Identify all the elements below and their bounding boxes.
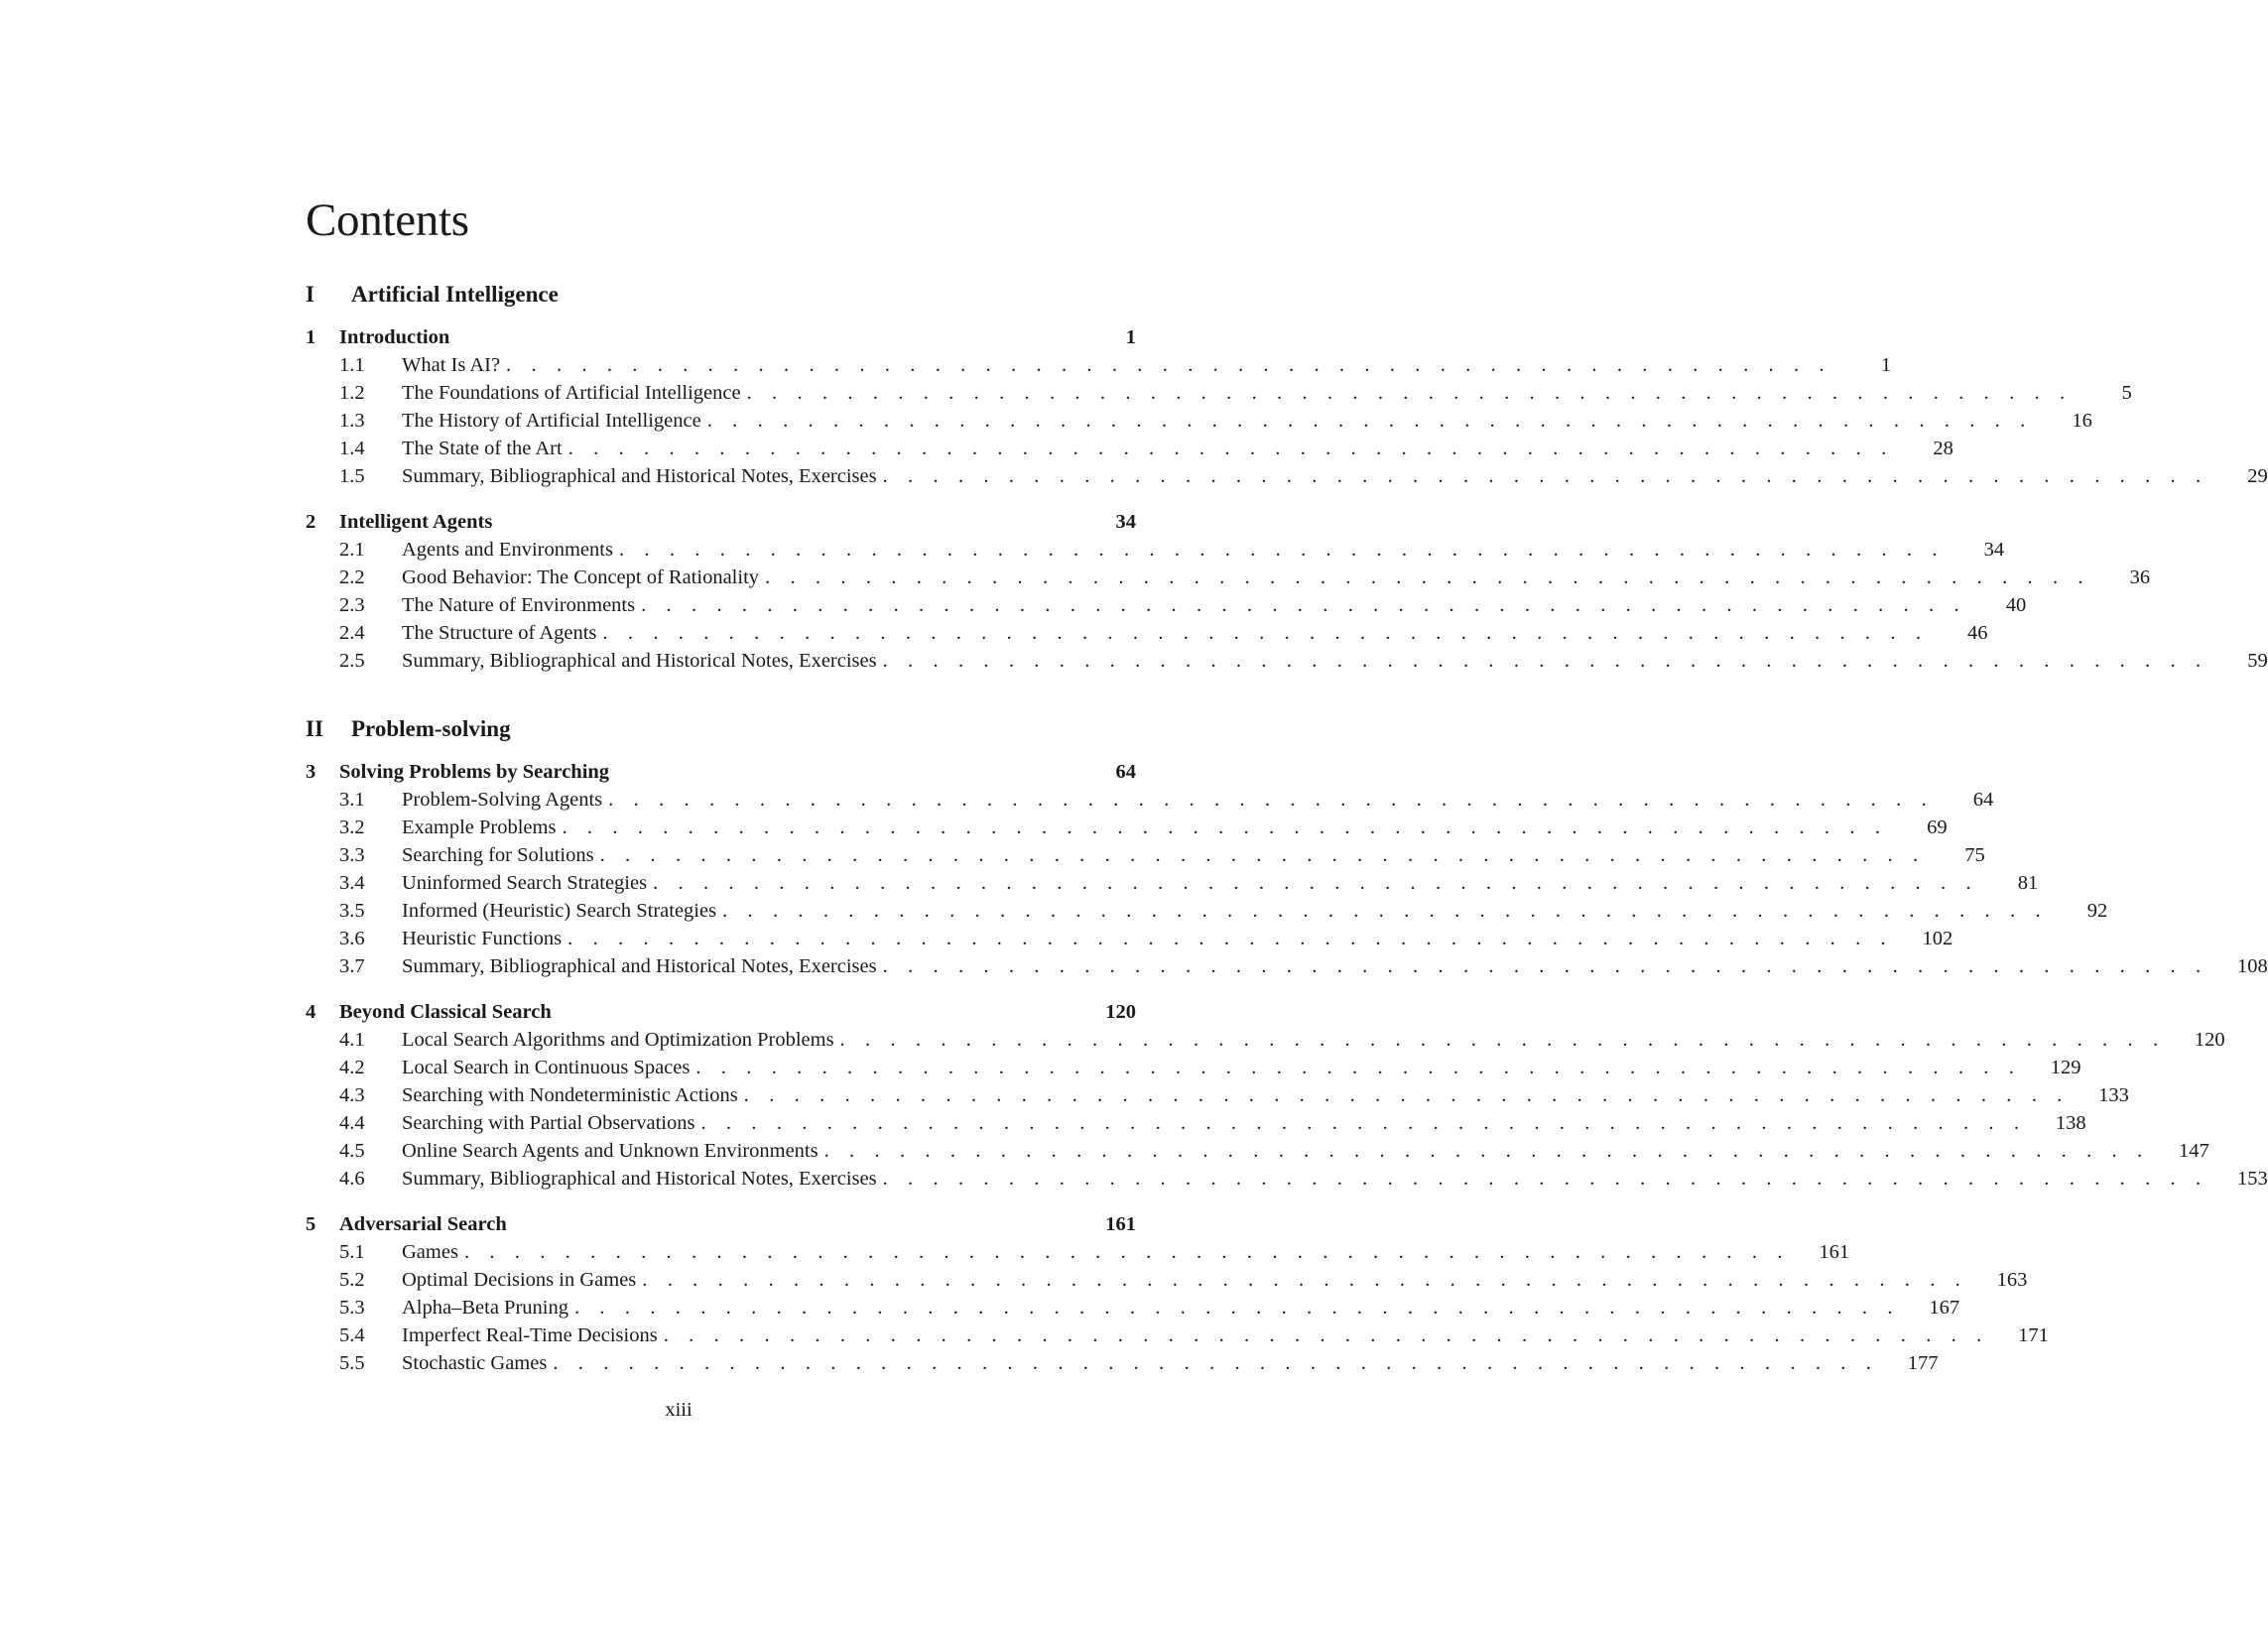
section-page-number: 92 xyxy=(2086,900,2108,922)
section-page-number: 102 xyxy=(1922,928,1953,949)
section-page-number: 108 xyxy=(2236,955,2268,977)
toc-section-entry[interactable] xyxy=(306,536,2005,564)
section-page-number: 129 xyxy=(2050,1057,2081,1078)
toc-part-heading xyxy=(306,708,1136,750)
dot-leader: . . . . . . . . . . . . . . . . . . . . . . . . . . . . . . . . . . . . . . . . . . . . . . . . . . . . . xyxy=(562,817,1888,838)
section-title: Imperfect Real-Time Decisions xyxy=(402,1322,664,1349)
section-title: Searching with Nondeterministic Actions xyxy=(402,1081,744,1109)
section-number: 4.5 xyxy=(339,1140,365,1162)
toc-section-entry[interactable] xyxy=(306,647,2268,675)
section-title: Agents and Environments xyxy=(402,536,619,564)
toc-section-entry[interactable] xyxy=(306,1026,2225,1054)
toc-section-entry[interactable] xyxy=(306,379,2132,407)
section-title: Summary, Bibliographical and Historical Notes, Exercises xyxy=(402,647,883,675)
dot-leader: . . . . . . . . . . . . . . . . . . . . . . . . . . . . . . . . . . . . . . . . . . . . . . . . . . . . . xyxy=(823,1140,2150,1162)
section-title: The Foundations of Artificial Intelligence xyxy=(402,379,747,407)
section-title: Good Behavior: The Concept of Rationality xyxy=(402,564,765,591)
toc-chapter xyxy=(306,508,2268,675)
section-title: Problem-Solving Agents xyxy=(402,786,608,814)
section-number: 1.4 xyxy=(339,438,365,459)
toc-section-entry[interactable] xyxy=(306,1349,1939,1377)
toc-section-entry[interactable] xyxy=(306,897,2108,925)
toc-section-entry[interactable] xyxy=(306,1137,2209,1165)
section-title: The State of the Art xyxy=(402,435,568,462)
section-title: Example Problems xyxy=(402,814,562,841)
section-title: The Structure of Agents xyxy=(402,619,602,647)
section-number: 3.7 xyxy=(339,955,365,977)
toc-section-entry[interactable] xyxy=(306,1294,1960,1322)
section-page-number: 81 xyxy=(2017,872,2039,894)
dot-leader: . . . . . . . . . . . . . . . . . . . . . . . . . . . . . . . . . . . . . . . . . . . . . . . . . . . . . xyxy=(663,1324,1989,1346)
section-number: 2.3 xyxy=(339,594,365,616)
section-title: Searching with Partial Observations xyxy=(402,1109,700,1137)
section-page-number: 46 xyxy=(1967,622,1988,644)
section-number: 3.5 xyxy=(339,900,365,922)
toc-section-entry[interactable] xyxy=(306,786,1994,814)
toc-section-entry[interactable] xyxy=(306,619,1988,647)
section-title: Heuristic Functions xyxy=(402,925,567,952)
toc-chapter-entry[interactable] xyxy=(306,998,1136,1026)
dot-leader: . . . . . . . . . . . . . . . . . . . . . . . . . . . . . . . . . . . . . . . . . . . . . . . . . . . . . xyxy=(608,789,1935,811)
section-title: What Is AI? xyxy=(402,351,506,379)
toc-section-entry[interactable] xyxy=(306,351,1892,379)
section-number: 3.1 xyxy=(339,789,365,811)
toc-section-entry[interactable] xyxy=(306,564,2151,591)
dot-leader: . . . . . . . . . . . . . . . . . . . . . . . . . . . . . . . . . . . . . . . . . . . . . . . . . . . . . xyxy=(839,1029,2166,1051)
section-page-number: 120 xyxy=(2194,1029,2225,1051)
section-title: Local Search in Continuous Spaces xyxy=(402,1054,695,1081)
section-page-number: 138 xyxy=(2055,1112,2086,1134)
section-page-number: 161 xyxy=(1819,1241,1850,1263)
dot-leader: . . . . . . . . . . . . . . . . . . . . . . . . . . . . . . . . . . . . . . . . . . . . . . . . . . . . . xyxy=(618,539,1946,561)
section-page-number: 171 xyxy=(2018,1324,2049,1346)
page-number: xiii xyxy=(665,1399,693,1421)
toc-section-entry[interactable] xyxy=(306,841,1985,869)
section-number: 2.1 xyxy=(339,539,365,561)
section-number: 1.2 xyxy=(339,382,365,404)
chapter-title: Intelligent Agents xyxy=(339,511,493,533)
section-number: 2.2 xyxy=(339,567,365,588)
toc-part-heading xyxy=(306,274,1136,315)
section-page-number: 40 xyxy=(2005,594,2027,616)
toc-section-entry[interactable] xyxy=(306,462,2268,490)
toc-section-entry[interactable] xyxy=(306,1165,2268,1193)
section-page-number: 167 xyxy=(1929,1297,1960,1319)
section-title: Summary, Bibliographical and Historical Notes, Exercises xyxy=(402,1165,883,1193)
section-title: Online Search Agents and Unknown Environments xyxy=(402,1137,824,1165)
part-number: I xyxy=(306,282,315,307)
section-page-number: 28 xyxy=(1933,438,1953,459)
section-number: 3.4 xyxy=(339,872,365,894)
section-number: 5.3 xyxy=(339,1297,365,1319)
chapter-page-number: 120 xyxy=(1105,1001,1136,1023)
section-page-number: 29 xyxy=(2247,465,2268,487)
section-number: 4.6 xyxy=(339,1168,365,1190)
section-page-number: 5 xyxy=(2121,382,2132,404)
section-number: 2.5 xyxy=(339,650,365,672)
section-title: The Nature of Environments xyxy=(402,591,641,619)
dot-leader: . . . . . . . . . . . . . . . . . . . . . . . . . . . . . . . . . . . . . . . . . . . . . . . . . . . . . xyxy=(882,955,2208,977)
section-title: Summary, Bibliographical and Historical Notes, Exercises xyxy=(402,952,883,980)
chapter-number: 1 xyxy=(306,326,316,348)
chapter-number: 4 xyxy=(306,1001,316,1023)
dot-leader: . . . . . . . . . . . . . . . . . . . . . . . . . . . . . . . . . . . . . . . . . . . . . . . . . . . . . xyxy=(882,1168,2208,1190)
section-page-number: 64 xyxy=(1972,789,1994,811)
section-title: Local Search Algorithms and Optimization Problems xyxy=(402,1026,840,1054)
toc-section-entry[interactable] xyxy=(306,591,2027,619)
dot-leader: . . . . . . . . . . . . . . . . . . . . . . . . . . . . . . . . . . . . . . . . . . . . . . . . . . . . . xyxy=(722,900,2049,922)
section-number: 1.1 xyxy=(339,354,365,376)
chapter-title: Solving Problems by Searching xyxy=(339,761,610,783)
section-title: Stochastic Games xyxy=(402,1349,553,1377)
section-page-number: 75 xyxy=(1964,844,1985,866)
toc-section-entry[interactable] xyxy=(306,1109,2086,1137)
toc-section-entry[interactable] xyxy=(306,1081,2129,1109)
section-title: The History of Artificial Intelligence xyxy=(402,407,707,435)
section-number: 4.1 xyxy=(339,1029,365,1051)
chapter-title: Introduction xyxy=(339,326,450,348)
part-title: Artificial Intelligence xyxy=(351,282,559,307)
section-page-number: 16 xyxy=(2072,410,2092,432)
toc-section-entry[interactable] xyxy=(306,952,2268,980)
toc-section-entry[interactable] xyxy=(306,869,2039,897)
dot-leader: . . . . . . . . . . . . . . . . . . . . . . . . . . . . . . . . . . . . . . . . . . . . . . . . . . . . . xyxy=(642,1269,1968,1291)
section-number: 1.5 xyxy=(339,465,365,487)
dot-leader: . . . . . . . . . . . . . . . . . . . . . . . . . . . . . . . . . . . . . . . . . . . . . . . . . . . . . xyxy=(882,650,2208,672)
section-page-number: 153 xyxy=(2236,1168,2268,1190)
page-title: Contents xyxy=(306,194,469,247)
section-page-number: 177 xyxy=(1907,1352,1939,1374)
section-number: 3.3 xyxy=(339,844,365,866)
section-number: 1.3 xyxy=(339,410,365,432)
section-title: Uninformed Search Strategies xyxy=(402,869,653,897)
section-number: 4.4 xyxy=(339,1112,365,1134)
chapter-title: Beyond Classical Search xyxy=(339,1001,552,1023)
toc-chapter-entry[interactable] xyxy=(306,323,1136,351)
dot-leader: . . . . . . . . . . . . . . . . . . . . . . . . . . . . . . . . . . . . . . . . . . . . . . . . . . . . . xyxy=(653,872,1979,894)
toc-section-entry[interactable] xyxy=(306,1054,2081,1081)
dot-leader: . . . . . . . . . . . . . . . . . . . . . . . . . . . . . . . . . . . . . . . . . . . . . . . . . . . . . xyxy=(765,567,2091,588)
part-title: Problem-solving xyxy=(351,716,511,741)
section-title: Alpha–Beta Pruning xyxy=(402,1294,574,1322)
dot-leader: . . . . . . . . . . . . . . . . . . . . . . . . . . . . . . . . . . . . . . . . . . . . . . . . . . . . . xyxy=(882,465,2208,487)
dot-leader: . . . . . . . . . . . . . . . . . . . . . . . . . . . . . . . . . . . . . . . . . . . . . . . . . . . . . xyxy=(746,382,2073,404)
section-page-number: 133 xyxy=(2098,1084,2129,1106)
toc-chapter xyxy=(306,1210,2049,1377)
dot-leader: . . . . . . . . . . . . . . . . . . . . . . . . . . . . . . . . . . . . . . . . . . . . . . . . . . . . . xyxy=(567,438,1894,459)
section-number: 5.5 xyxy=(339,1352,365,1374)
toc-section-entry[interactable] xyxy=(306,814,1948,841)
dot-leader: . . . . . . . . . . . . . . . . . . . . . . . . . . . . . . . . . . . . . . . . . . . . . . . . . . . . . xyxy=(553,1352,1879,1374)
section-number: 5.2 xyxy=(339,1269,365,1291)
toc-section-entry[interactable] xyxy=(306,1322,2049,1349)
chapter-number: 3 xyxy=(306,761,316,783)
section-page-number: 59 xyxy=(2247,650,2268,672)
section-number: 3.6 xyxy=(339,928,365,949)
dot-leader: . . . . . . . . . . . . . . . . . . . . . . . . . . . . . . . . . . . . . . . . . . . . . . . . . . . . . xyxy=(506,354,1832,376)
toc-chapter-entry[interactable] xyxy=(306,758,1136,786)
dot-leader: . . . . . . . . . . . . . . . . . . . . . . . . . . . . . . . . . . . . . . . . . . . . . . . . . . . . . xyxy=(700,1112,2027,1134)
toc-section-entry[interactable] xyxy=(306,435,1953,462)
section-page-number: 69 xyxy=(1927,817,1948,838)
dot-leader: . . . . . . . . . . . . . . . . . . . . . . . . . . . . . . . . . . . . . . . . . . . . . . . . . . . . . xyxy=(706,410,2033,432)
toc-section-entry[interactable] xyxy=(306,407,2092,435)
dot-leader: . . . . . . . . . . . . . . . . . . . . . . . . . . . . . . . . . . . . . . . . . . . . . . . . . . . . . xyxy=(602,622,1929,644)
section-page-number: 147 xyxy=(2178,1140,2209,1162)
chapter-page-number: 1 xyxy=(1125,326,1136,348)
section-number: 5.4 xyxy=(339,1324,365,1346)
toc-chapter xyxy=(306,998,2268,1193)
dot-leader: . . . . . . . . . . . . . . . . . . . . . . . . . . . . . . . . . . . . . . . . . . . . . . . . . . . . . xyxy=(567,928,1894,949)
chapter-number: 5 xyxy=(306,1213,316,1235)
toc-chapter xyxy=(306,323,2268,490)
toc-section-entry[interactable] xyxy=(306,925,1953,952)
chapter-number: 2 xyxy=(306,511,316,533)
table-of-contents xyxy=(306,274,2268,1377)
dot-leader: . . . . . . . . . . . . . . . . . . . . . . . . . . . . . . . . . . . . . . . . . . . . . . . . . . . . . xyxy=(573,1297,1901,1319)
section-number: 3.2 xyxy=(339,817,365,838)
section-title: Informed (Heuristic) Search Strategies xyxy=(402,897,722,925)
chapter-page-number: 161 xyxy=(1105,1213,1136,1235)
section-title: Summary, Bibliographical and Historical Notes, Exercises xyxy=(402,462,883,490)
toc-chapter-entry[interactable] xyxy=(306,508,1136,536)
section-page-number: 34 xyxy=(1983,539,2005,561)
part-number: II xyxy=(306,716,323,741)
section-page-number: 163 xyxy=(1996,1269,2028,1291)
section-title: Searching for Solutions xyxy=(402,841,600,869)
section-title: Optimal Decisions in Games xyxy=(402,1266,642,1294)
dot-leader: . . . . . . . . . . . . . . . . . . . . . . . . . . . . . . . . . . . . . . . . . . . . . . . . . . . . . xyxy=(695,1057,2022,1078)
toc-section-entry[interactable] xyxy=(306,1266,2028,1294)
section-page-number: 36 xyxy=(2129,567,2151,588)
toc-chapter xyxy=(306,758,2268,980)
chapter-title: Adversarial Search xyxy=(339,1213,507,1235)
chapter-page-number: 34 xyxy=(1115,511,1136,533)
dot-leader: . . . . . . . . . . . . . . . . . . . . . . . . . . . . . . . . . . . . . . . . . . . . . . . . . . . . . xyxy=(463,1241,1791,1263)
section-page-number: 1 xyxy=(1880,354,1892,376)
section-number: 5.1 xyxy=(339,1241,365,1263)
toc-section-entry[interactable] xyxy=(306,1238,1850,1266)
dot-leader: . . . . . . . . . . . . . . . . . . . . . . . . . . . . . . . . . . . . . . . . . . . . . . . . . . . . . xyxy=(743,1084,2070,1106)
toc-chapter-entry[interactable] xyxy=(306,1210,1136,1238)
chapter-page-number: 64 xyxy=(1115,761,1136,783)
dot-leader: . . . . . . . . . . . . . . . . . . . . . . . . . . . . . . . . . . . . . . . . . . . . . . . . . . . . . xyxy=(641,594,1967,616)
dot-leader: . . . . . . . . . . . . . . . . . . . . . . . . . . . . . . . . . . . . . . . . . . . . . . . . . . . . . xyxy=(599,844,1926,866)
section-number: 4.3 xyxy=(339,1084,365,1106)
section-title: Games xyxy=(402,1238,464,1266)
section-number: 4.2 xyxy=(339,1057,365,1078)
section-number: 2.4 xyxy=(339,622,365,644)
